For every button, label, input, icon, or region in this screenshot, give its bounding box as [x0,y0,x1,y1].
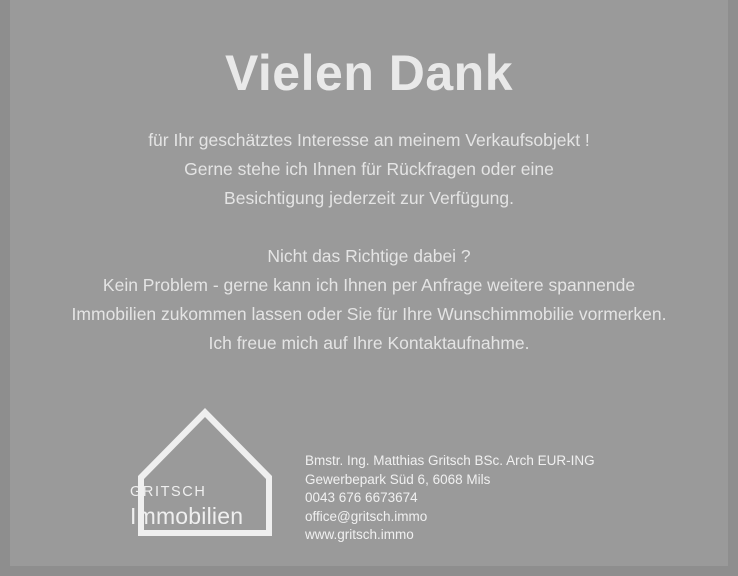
company-logo [130,400,280,540]
offer-paragraph [0,242,738,358]
bottom-edge-band [0,566,738,576]
contact-name: Bmstr. Ing. Matthias Gritsch BSc. Arch EUR-ING [305,453,595,468]
contact-block [305,452,595,545]
page-title: Vielen Dank [224,45,514,101]
offer-line-1: Nicht das Richtige dabei ? [267,246,471,266]
intro-line-2: Gerne stehe ich Ihnen für Rückfragen oder eine [184,159,554,179]
offer-line-4: Ich freue mich auf Ihre Kontaktaufnahme. [208,333,530,353]
intro-paragraph [0,126,738,213]
contact-phone: 0043 676 6673674 [305,490,418,505]
intro-line-3: Besichtigung jederzeit zur Verfügung. [224,188,514,208]
logo-line-1: GRITSCH [130,484,207,500]
offer-line-2: Kein Problem - gerne kann ich Ihnen per Anfrage weitere spannende [102,275,636,295]
contact-email[interactable]: office@gritsch.immo [305,508,428,524]
contact-website[interactable]: www.gritsch.immo [305,527,414,542]
contact-address: Gewerbepark Süd 6, 6068 Mils [305,471,491,487]
offer-line-3: Immobilien zukommen lassen oder Sie für Ihre Wunschimmobilie vormerken. [71,304,667,324]
intro-line-1: für Ihr geschätztes Interesse an meinem Verkaufsobjekt ! [148,130,590,150]
logo-wordmark [130,482,280,530]
logo-line-2: Immobilien [130,503,244,529]
